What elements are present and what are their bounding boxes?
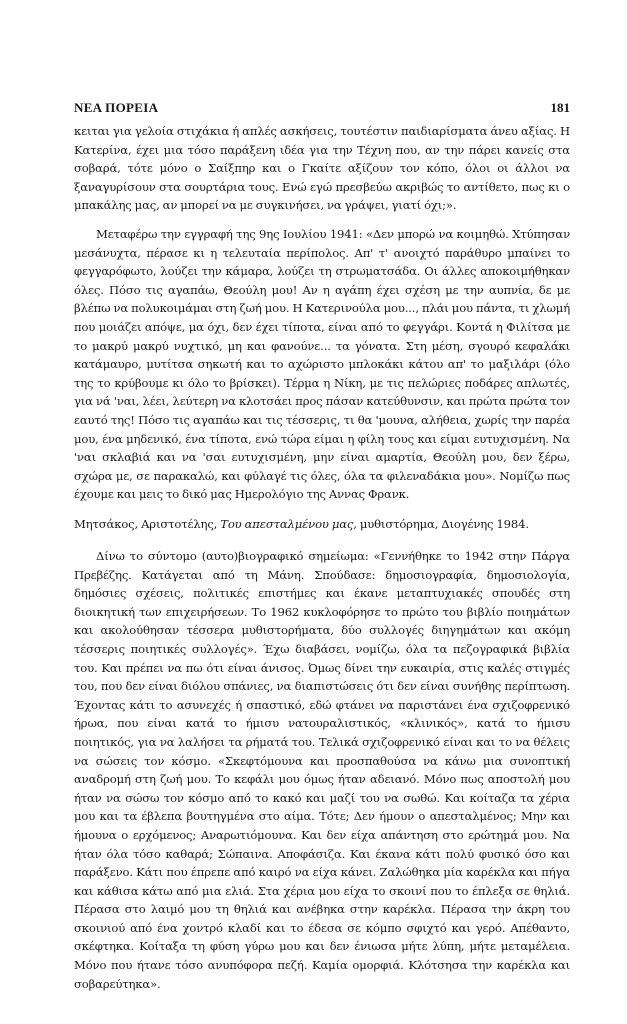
review-paragraph xyxy=(74,547,570,993)
running-title: ΝΕΑ ΠΟΡΕΙΑ xyxy=(74,100,159,115)
book-reference xyxy=(74,515,570,537)
page-number: 181 xyxy=(550,100,570,115)
paragraph-text: Μεταφέρω την εγγραφή της 9ης Ιουλίου 1941: «Δεν μπορώ να κοιμηθώ. Χτύπησαν μεσάνυχτα, πέρασε κι η τελευταία περίπολος. Απ' τ' ανοιχτό παράθυρο μπαίνει το φεγγαρόφωτο, λούζει την κάμαρα, λούζει τη στρωματσάδα. Οι άλλες αποκοιμήθηκαν όλες. Πόσο τις αγαπάω, Θεούλη μου! Αν η αγάπη έχει σχέση με την αυπνία, δε με βλέπω να πολυκοιμάμαι στη ζωή μου. Η Κατερινούλα μου..., πλάι μου πάντα, τι χλωμή που μοιάζει απόψε, μα όχι, δεν έχει τίποτα, είναι από το φεγγάρι. Κοντά η Φιλίτσα με το μακρύ μακρύ νυχτικό, μη και φανούνε... τα γόνατα. Στη μέση, σγουρό κεφαλάκι κατάμαυρο, μυτίτσα σηκωτή και το αχώριστο μπλοκάκι κάτου απ' το μαξιλάρι (όλο της το κρύβουμε κι όλο το βρίσκει). Τέρμα η Νίκη, με τις πελώριες ποδάρες απλωτές, για νά 'ναι, λέει, λεύτερη να κλοτσάει προς πάσαν κατεύθυνσιν, και πρώτα πρώτα τον εαυτό της! Πόσο τις αγαπάω και τις τέσσερις, τι θα 'μουνα, αλήθεια, χωρίς την παρέα μου, ένα μηδενικό, ένα τίποτα, ενώ τώρα είμαι η φίλη τους και είμαι ευτυχισμένη. Να 'ναι σκλαβιά και να 'σαι ευτυχισμένη, μην είναι αμαρτία, Θεούλη μου, δεν ξέρω, σχώρα με, σε παρακαλώ, και φύλαγέ τις όλες, όλα τα φιλεναδάκια μου». Νομίζω πως έχουμε και μεις το δικό μας Ημερολόγιο της Αννας Φρανκ. xyxy=(74,227,570,502)
paragraph-text: κειται για γελοία στιχάκια ή απλές ασκήσεις, τουτέστιν παιδιαρίσματα άνευ αξίας. Η Κατερίνα, έχει μια τόσο παράξενη ιδέα για την Τέχνη που, αν την πάρει κανείς στα σοβαρά, τότε μόνο ο Σαίξπηρ και ο Γκαίτε αξίζουν τον κόπο, όλοι οι άλλοι να ξαναγυρίσουν στα σουρτάρια τους. Ενώ εγώ πρεσβεύω ακριβώς το αντίθετο, πως κι ο μπακάλης μας, αν μπορεί να με συγκινήσει, να γράψει, γιατί όχι;». xyxy=(74,124,570,213)
paragraph-text: Δίνω το σύντομο (αυτο)βιογραφικό σημείωμα: «Γεννήθηκε το 1942 στην Πάργα Πρεβέζης. Κατάγεται από τη Μάνη. Σπούδασε: δημοσιογραφία, δημοσιολογία, δημόσιες σχέσεις, πολιτικές επιστήμες και έκανε μεταπτυχιακές σπουδές στη διοικητική των επιχειρήσεων. Το 1962 κυκλοφόρησε το πρώτο του βιβλίο ποιημάτων και ακολούθησαν τέσσερα μυθιστορήματα, δύο συλλογές διηγημάτων και ακόμη τέσσερις ποιητικές συλλογές». Έχω διαβάσει, νομίζω, όλα τα πεζογραφικά βιβλία του. Και πρέπει να πω ότι είναι άνισος. Όμως δίνει την ευκαιρία, στις καλές στιγμές του, που δεν είναι διόλου σπάνιες, να διαπιστώσεις ότι δεν είναι συνήθης περίπτωση. Έχοντας κάτι το ασυνεχές ή σπαστικό, εδώ φτάνει να παριστάνει ένα σχιζοφρενικό ήρωα, που είναι κατά το ήμισυ νατουραλιστικός, «κλινικός», κατά το ήμισυ ποιητικός, για να λαλήσει τα ρήματά του. Τελικά σχιζοφρενικό είναι και το να θέλεις να σώσεις τον κόσμο. «Σκεφτόμουνα και προσπαθούσα να κάνω μια συνοπτική αναδρομή στη ζωή μου. Το κεφάλι μου όμως ήταν αδειανό. Μόνο πως αποστολή μου ήταν να σώσω τον κόσμο από το κακό και μαζί του να σωθώ. Και κοίταζα τα χέρια μου και τα έβλεπα βουτηγμένα στο αίμα. Τότε; Δεν ήμουν ο απεσταλμένος; Μην και ήμουνα ο ερχόμενος; Αναρωτιόμουνα. Και δεν είχα απάντηση στο ερώτημά μου. Να ήταν όλα τόσο καθαρά; Σώπαινα. Αποφάσιζα. Και έκανα κάτι πολύ φυσικό όσο και παράξενο. Κάτι που έπρεπε από καιρό να είχα κάνει. Ζαλώθηκα μία καρέκλα και πήγα και κάθισα κάτω από μια ελιά. Στα χέρια μου είχα το σκοινί που το έπλεξα σε θηλιά. Πέρασα στο λαιμό μου τη θηλιά και ανέβηκα στην καρέκλα. Πέρασα την άκρη του σκοινιού από ένα χοντρό κλαδί και το έδεσα σε κόμπο σφιχτό και γερό. Απέθαντο, σκέφτηκα. Κοίταξα τη φύση γύρω μου και δεν ένιωσα μήτε λύπη, μήτε μεταμέλεια. Μόνο που ήτανε τόσο ανυπόφορα πεζή. Καμία ομορφιά. Κλότσησα την καρέκλα και σοβαρεύτηκα». xyxy=(74,549,570,991)
reference-author: Μητσάκος, Αριστοτέλης, xyxy=(74,517,221,531)
page-header xyxy=(74,100,570,120)
paragraph-continued xyxy=(74,122,570,215)
reference-book-title: Του απεσταλμένου μας xyxy=(220,517,354,531)
diary-quote-paragraph xyxy=(74,225,570,504)
reference-line xyxy=(74,515,570,534)
reference-publisher: , μυθιστόρημα, Διογένης 1984. xyxy=(353,517,529,531)
